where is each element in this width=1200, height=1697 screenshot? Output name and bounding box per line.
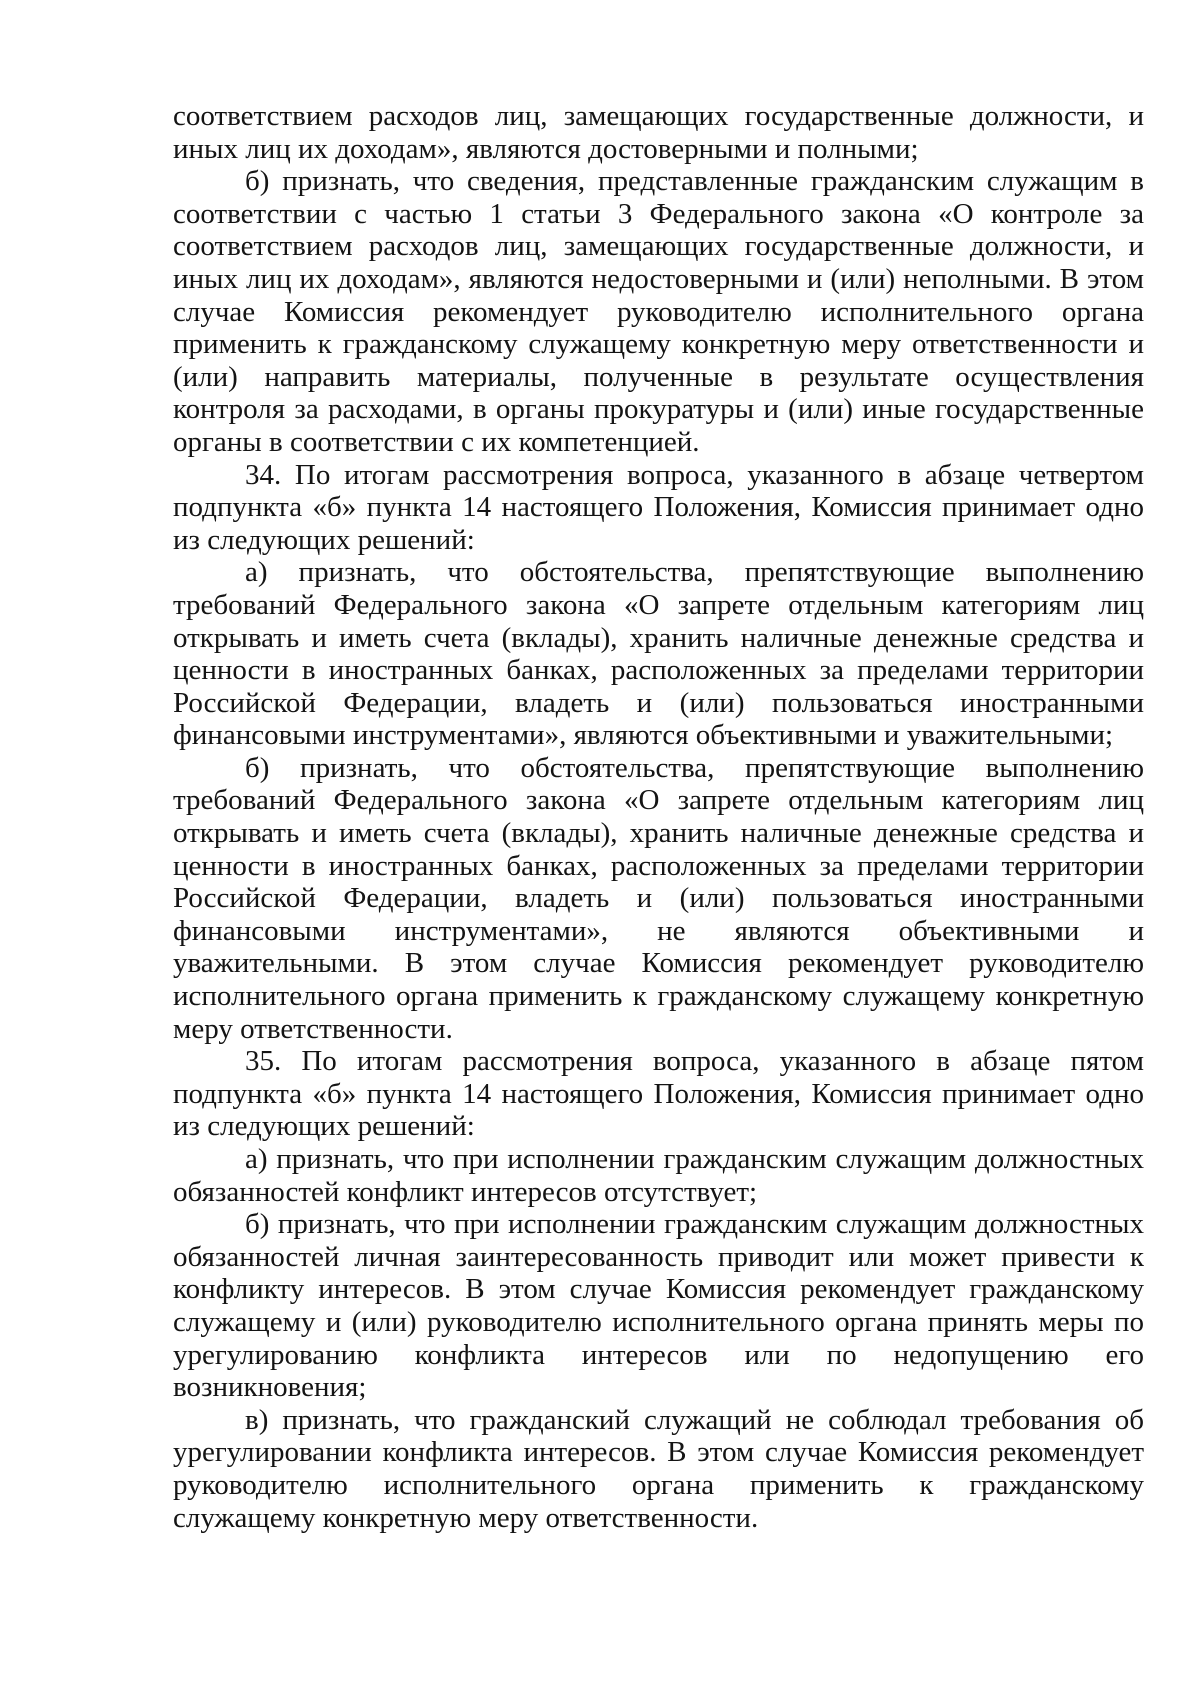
paragraph-35a: а) признать, что при исполнении гражданским служащим должностных обязанностей конфликт интересов отсутствует; (173, 1143, 1144, 1208)
paragraph-35: 35. По итогам рассмотрения вопроса, указанного в абзаце пятом подпункта «б» пункта 14 настоящего Положения, Комиссия принимает одно из следующих решений: (173, 1045, 1144, 1143)
paragraph-34: 34. По итогам рассмотрения вопроса, указанного в абзаце четвертом подпункта «б» пункта 14 настоящего Положения, Комиссия принимает одно из следующих решений: (173, 458, 1144, 556)
document-page (173, 100, 1144, 1534)
paragraph-35c: в) признать, что гражданский служащий не соблюдал требования об урегулировании конфликта интересов. В этом случае Комиссия рекомендует руководителю исполнительного органа применить к гражданскому служащему конкретную меру ответственности. (173, 1403, 1144, 1534)
paragraph-continuation: соответствием расходов лиц, замещающих государственные должности, и иных лиц их доходам», являются достоверными и полными; (173, 100, 1144, 165)
paragraph-35b: б) признать, что при исполнении гражданским служащим должностных обязанностей личная заинтересованность приводит или может привести к конфликту интересов. В этом случае Комиссия рекомендует гражданскому служащему и (или) руководителю исполнительного органа принять меры по урегулированию конфликта интересов или по недопущению его возникновения; (173, 1208, 1144, 1404)
paragraph-34a: а) признать, что обстоятельства, препятствующие выполнению требований Федерального закона «О запрете отдельным категориям лиц открывать и иметь счета (вклады), хранить наличные денежные средства и ценности в иностранных банках, расположенных за пределами территории Российской Федерации, владеть и (или) пользоваться иностранными финансовыми инструментами», являются объективными и уважительными; (173, 556, 1144, 752)
paragraph-33b: б) признать, что сведения, представленные гражданским служащим в соответствии с частью 1 статьи 3 Федерального закона «О контроле за соответствием расходов лиц, замещающих государственные должности, и иных лиц их доходам», являются недостоверными и (или) неполными. В этом случае Комиссия рекомендует руководителю исполнительного органа применить к гражданскому служащему конкретную меру ответственности и (или) направить материалы, полученные в результате осуществления контроля за расходами, в органы прокуратуры и (или) иные государственные органы в соответствии с их компетенцией. (173, 165, 1144, 458)
paragraph-34b: б) признать, что обстоятельства, препятствующие выполнению требований Федерального закона «О запрете отдельным категориям лиц открывать и иметь счета (вклады), хранить наличные денежные средства и ценности в иностранных банках, расположенных за пределами территории Российской Федерации, владеть и (или) пользоваться иностранными финансовыми инструментами», не являются объективными и уважительными. В этом случае Комиссия рекомендует руководителю исполнительного органа применить к гражданскому служащему конкретную меру ответственности. (173, 751, 1144, 1045)
